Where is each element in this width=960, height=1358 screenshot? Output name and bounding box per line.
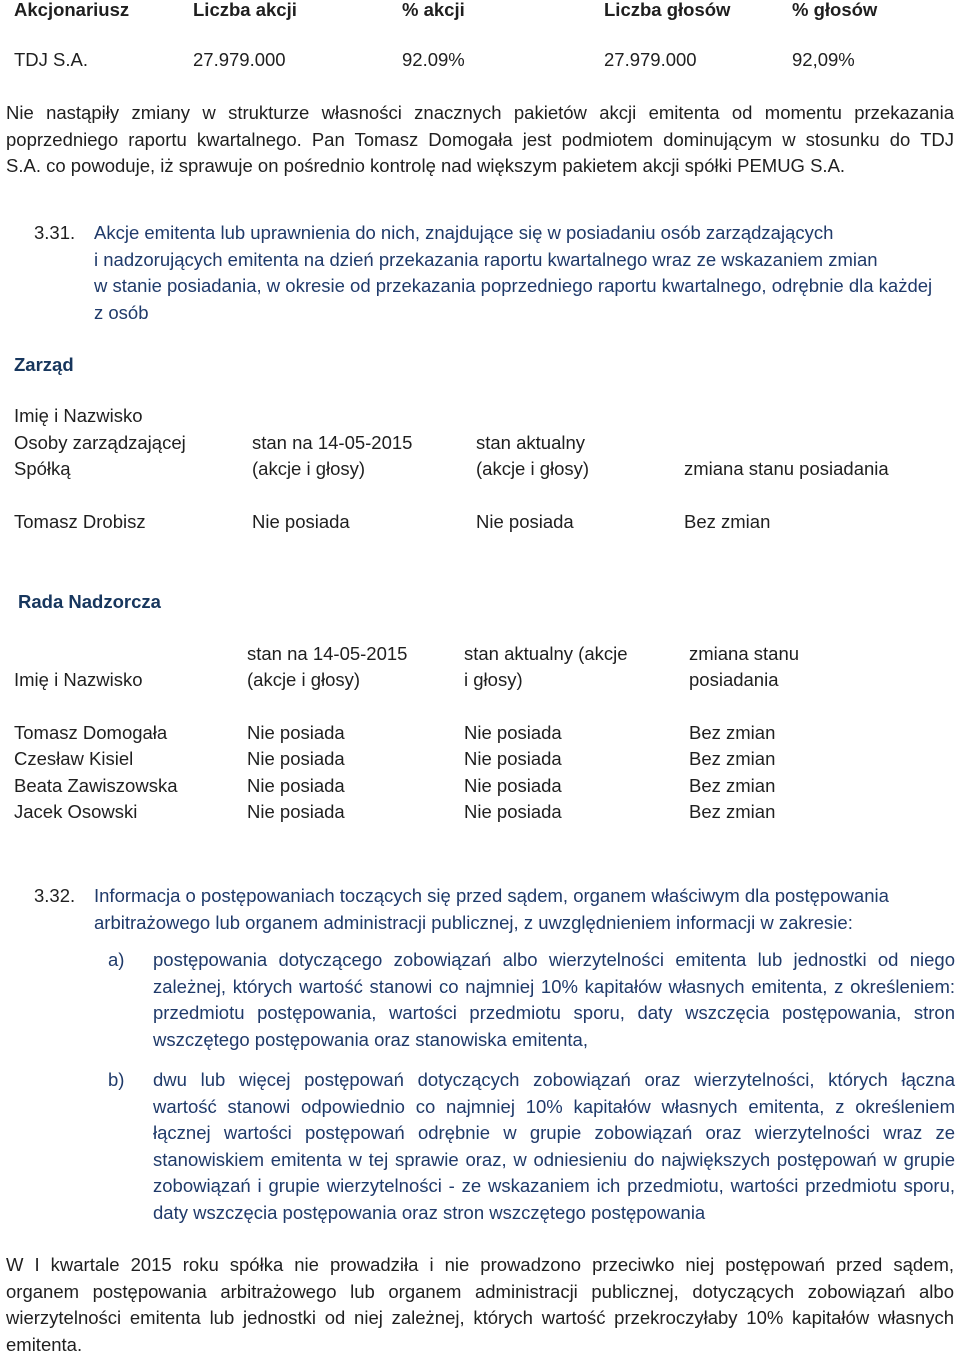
section-332-line: arbitrażowego lub organem administracji publicznej, z uwzględnieniem informacji w zakresie:: [94, 910, 954, 937]
mgmt-header-name: Spółką: [14, 456, 71, 482]
item-a-line: wszczętego postępowania oraz stanowiska emitenta,: [153, 1027, 955, 1054]
board-row-name: Tomasz Domogała: [14, 720, 167, 746]
item-b-text: [153, 1067, 955, 1226]
header-vote-percent: % głosów: [792, 0, 877, 23]
board-row-change: Bez zmian: [689, 773, 775, 799]
section-332-heading: [94, 883, 954, 936]
final-paragraph: [6, 1252, 954, 1358]
mgmt-header-start-state: (akcje i głosy): [252, 456, 365, 482]
final-paragraph-line: emitenta.: [6, 1332, 954, 1358]
final-paragraph-line: wierzytelności emitenta lub jednostki od niej zależnej, których wartość przekroczyłaby 10% kapitałów własnych: [6, 1305, 954, 1332]
ownership-note: [6, 100, 954, 180]
section-332-line: Informacja o postępowaniach toczących się przed sądem, organem właściwym dla postępowania: [94, 883, 954, 910]
mgmt-row-change: Bez zmian: [684, 509, 770, 535]
board-row-start-state: Nie posiada: [247, 773, 345, 799]
board-header-start-state: (akcje i głosy): [247, 667, 360, 693]
board-header-name: Imię i Nazwisko: [14, 667, 143, 693]
cell-shareholder: TDJ S.A.: [14, 47, 88, 73]
board-row-name: Beata Zawiszowska: [14, 773, 177, 799]
board-row-name: Czesław Kisiel: [14, 746, 133, 772]
section-332-number: 3.32.: [34, 883, 75, 909]
ownership-note-line: S.A. co powoduje, iż sprawuje on pośrednio kontrolę nad większym pakietem akcji spółki PEMUG S.A.: [6, 153, 954, 180]
board-header-change: posiadania: [689, 667, 779, 693]
final-paragraph-line: organem postępowania arbitrażowego lub organem administracji publicznej, dotyczących zobowiązań albo: [6, 1279, 954, 1306]
section-331-number: 3.31.: [34, 220, 75, 246]
item-b-line: wartość stanowi odpowiednio co najmniej 10% kapitałów własnych emitenta, z określeniem: [153, 1094, 955, 1121]
management-title: Zarząd: [14, 352, 74, 378]
board-header-current-state: i głosy): [464, 667, 523, 693]
item-b-line: łącznej wartości postępowań odrębnie w grupie zobowiązań oraz wierzytelności wraz ze: [153, 1120, 955, 1147]
item-b-line: zobowiązań i grupie wierzytelności - ze wskazaniem ich przedmiotu, wartości przedmiotu sporu,: [153, 1173, 955, 1200]
mgmt-header-current-state: (akcje i głosy): [476, 456, 589, 482]
board-row-current-state: Nie posiada: [464, 720, 562, 746]
board-row-start-state: Nie posiada: [247, 746, 345, 772]
header-vote-count: Liczba głosów: [604, 0, 730, 23]
section-331-line: i nadzorujących emitenta na dzień przekazania raportu kwartalnego wraz ze wskazaniem zmian: [94, 247, 954, 274]
board-header-current-state: stan aktualny (akcje: [464, 641, 628, 667]
item-b-line: dwu lub więcej postępowań dotyczących zobowiązań oraz wierzytelności, których łączna: [153, 1067, 955, 1094]
ownership-note-line: poprzedniego raportu kwartalnego. Pan Tomasz Domogała jest podmiotem dominującym w stosunku do TDJ: [6, 127, 954, 154]
item-a-marker: a): [108, 947, 124, 973]
board-header-change: zmiana stanu: [689, 641, 799, 667]
cell-vote-percent: 92,09%: [792, 47, 855, 73]
mgmt-row-name: Tomasz Drobisz: [14, 509, 146, 535]
item-a-line: zależnej, których wartość stanowi co najmniej 10% kapitałów własnych emitenta, z określeniem:: [153, 974, 955, 1001]
board-row-current-state: Nie posiada: [464, 799, 562, 825]
item-a-line: postępowania dotyczącego zobowiązań albo wierzytelności emitenta lub jednostki od niego: [153, 947, 955, 974]
mgmt-header-name: Osoby zarządzającej: [14, 430, 186, 456]
cell-share-count: 27.979.000: [193, 47, 286, 73]
cell-vote-count: 27.979.000: [604, 47, 697, 73]
section-331-heading: [94, 220, 954, 326]
board-row-current-state: Nie posiada: [464, 773, 562, 799]
item-a-text: [153, 947, 955, 1053]
section-331-line: w stanie posiadania, w okresie od przekazania poprzedniego raportu kwartalnego, odrębnie dla każdej: [94, 273, 954, 300]
mgmt-header-name: Imię i Nazwisko: [14, 403, 143, 429]
board-row-start-state: Nie posiada: [247, 720, 345, 746]
board-row-change: Bez zmian: [689, 799, 775, 825]
mgmt-row-start-state: Nie posiada: [252, 509, 350, 535]
mgmt-header-current-state: stan aktualny: [476, 430, 585, 456]
board-header-start-state: stan na 14-05-2015: [247, 641, 407, 667]
section-331-line: z osób: [94, 300, 954, 327]
final-paragraph-line: W I kwartale 2015 roku spółka nie prowadziła i nie prowadzono przeciwko niej postępowań przed sądem,: [6, 1252, 954, 1279]
board-row-name: Jacek Osowski: [14, 799, 137, 825]
supervisory-board-title: Rada Nadzorcza: [18, 589, 161, 615]
board-row-change: Bez zmian: [689, 720, 775, 746]
board-row-start-state: Nie posiada: [247, 799, 345, 825]
header-share-count: Liczba akcji: [193, 0, 297, 23]
item-b-line: stanowiskiem emitenta w tej sprawie oraz, w odniesieniu do największych postępowań w grupie: [153, 1147, 955, 1174]
item-b-marker: b): [108, 1067, 124, 1093]
header-share-percent: % akcji: [402, 0, 465, 23]
board-row-change: Bez zmian: [689, 746, 775, 772]
mgmt-header-start-state: stan na 14-05-2015: [252, 430, 412, 456]
section-331-line: Akcje emitenta lub uprawnienia do nich, znajdujące się w posiadaniu osób zarządzających: [94, 220, 954, 247]
mgmt-header-change: zmiana stanu posiadania: [684, 456, 889, 482]
item-a-line: przedmiotu postępowania, wartości przedmiotu sporu, daty wszczęcia postępowania, stron: [153, 1000, 955, 1027]
board-row-current-state: Nie posiada: [464, 746, 562, 772]
mgmt-row-current-state: Nie posiada: [476, 509, 574, 535]
item-b-line: daty wszczęcia postępowania oraz stron wszczętego postępowania: [153, 1200, 955, 1227]
header-shareholder: Akcjonariusz: [14, 0, 129, 23]
cell-share-percent: 92.09%: [402, 47, 465, 73]
ownership-note-line: Nie nastąpiły zmiany w strukturze własności znacznych pakietów akcji emitenta od momentu przekazania: [6, 100, 954, 127]
